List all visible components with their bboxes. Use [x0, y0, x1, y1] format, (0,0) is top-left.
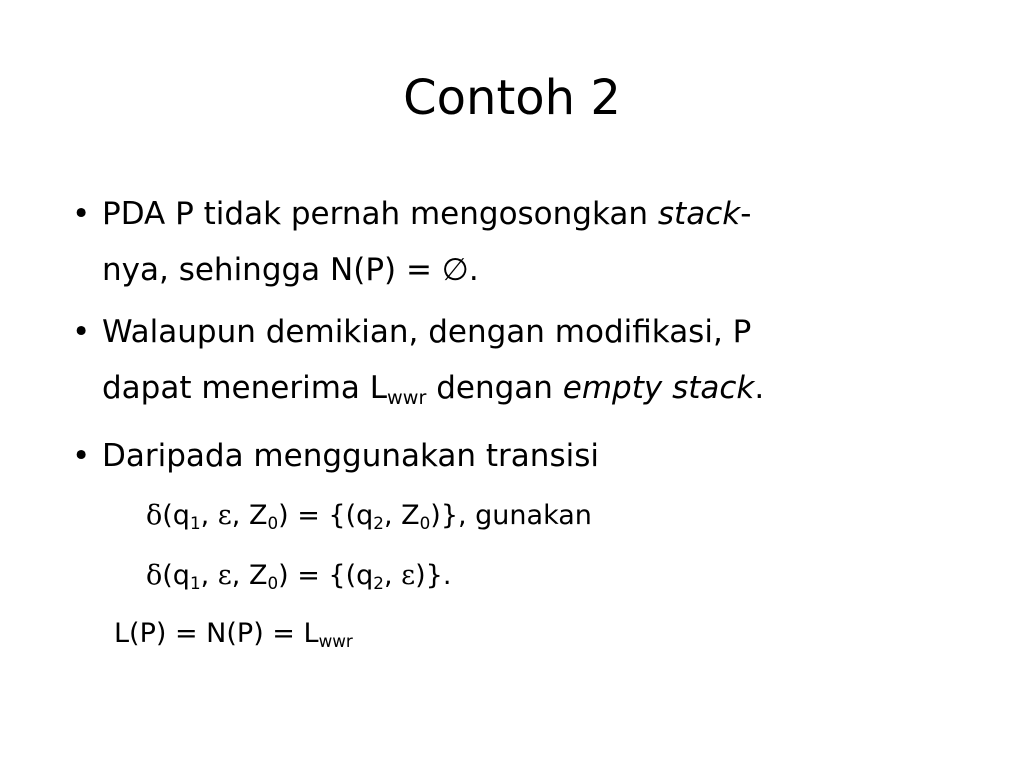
text-run: )}, gunakan: [430, 500, 592, 531]
text-run: (q: [162, 560, 190, 591]
subscript: 0: [267, 573, 279, 594]
text-run: , Z: [383, 500, 420, 531]
text-run: )}.: [415, 560, 452, 591]
language-subscript: wwr: [387, 385, 427, 409]
bullet-item-1: [72, 186, 952, 298]
text-run: .: [468, 252, 479, 288]
text-run: Walaupun demikian, dengan modifikasi, P: [102, 314, 752, 350]
text-run: -: [740, 196, 752, 232]
text-run: ,: [383, 560, 402, 591]
language-subscript: wwr: [318, 631, 353, 652]
slide-title: Contoh 2: [403, 70, 621, 126]
subscript: 1: [189, 573, 201, 594]
bullet-item-2: [72, 304, 952, 416]
bullet-text: Daripada menggunakan transisi: [102, 438, 599, 474]
text-run: (q: [162, 500, 190, 531]
text-run: .: [754, 370, 765, 406]
epsilon-symbol: ε: [401, 560, 416, 591]
text-run: ,: [200, 560, 218, 591]
delta-symbol: δ: [146, 500, 163, 531]
subscript: 0: [267, 513, 279, 534]
text-run: PDA P tidak pernah mengosongkan: [102, 196, 658, 232]
italic-text: empty stack: [562, 370, 755, 406]
bullet-dot: •: [72, 196, 91, 232]
epsilon-symbol: ε: [217, 500, 232, 531]
subscript: 2: [373, 573, 384, 594]
italic-text: stack: [657, 196, 741, 232]
subscript: 1: [189, 513, 201, 534]
transition-line-2: [146, 556, 451, 596]
text-run: nya, sehingga N(P) =: [102, 252, 442, 288]
conclusion-line: [114, 614, 353, 654]
text-run: , Z: [231, 500, 268, 531]
text-run: L(P) = N(P) = L: [114, 618, 319, 649]
bullet-text: [102, 186, 952, 298]
text-run: , Z: [231, 560, 268, 591]
text-run: dengan: [426, 370, 563, 406]
empty-set-symbol: ∅: [441, 252, 469, 288]
subscript: 0: [419, 513, 431, 534]
delta-symbol: δ: [146, 560, 163, 591]
bullet-item-3: [72, 428, 952, 484]
text-run: ) = {(q: [278, 500, 374, 531]
text-run: ,: [200, 500, 218, 531]
bullet-dot: •: [72, 438, 91, 474]
subscript: 2: [373, 513, 384, 534]
bullet-dot: •: [72, 314, 91, 350]
epsilon-symbol: ε: [217, 560, 232, 591]
transition-line-1: [146, 496, 592, 536]
text-run: ) = {(q: [278, 560, 374, 591]
text-run: dapat menerima L: [102, 370, 388, 406]
bullet-text: [102, 304, 952, 416]
